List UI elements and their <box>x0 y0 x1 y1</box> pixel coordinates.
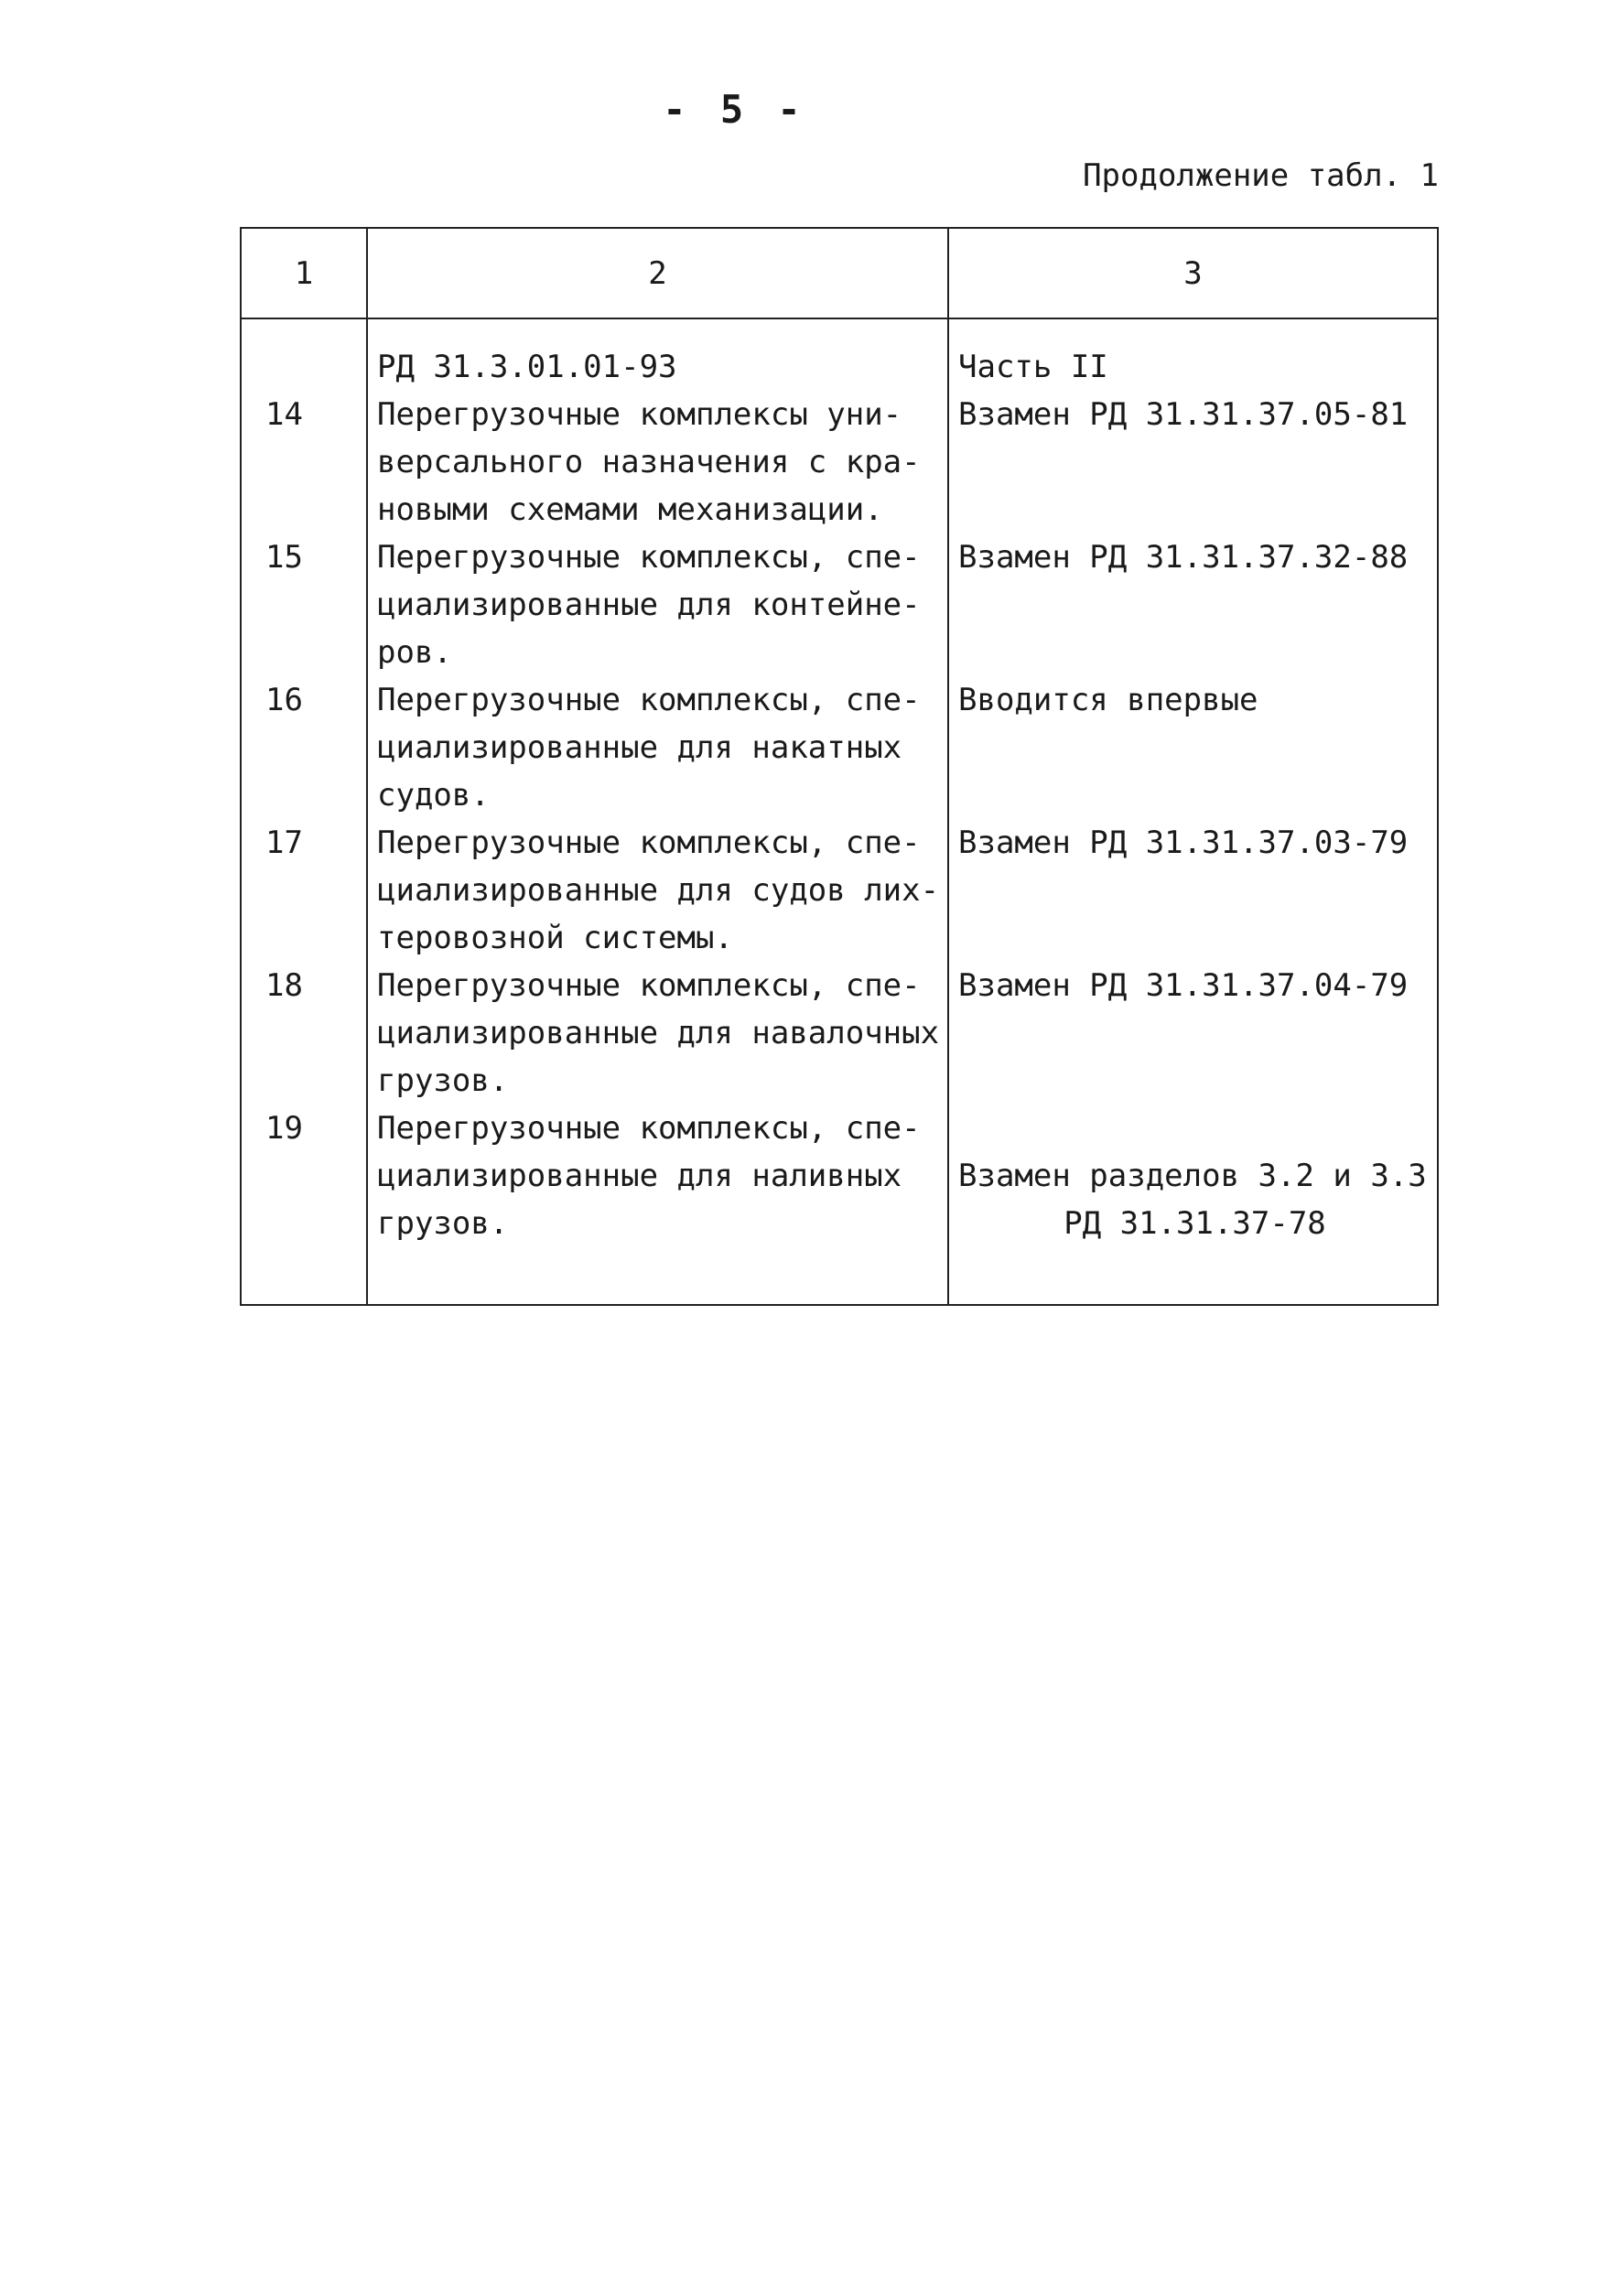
row-title: Перегрузочные комплексы, спе- циализированные для наливных грузов. <box>367 1105 948 1305</box>
row-note: Взамен РД 31.31.37.05-81 <box>948 391 1438 534</box>
row-number <box>241 318 367 391</box>
column-header-1: 1 <box>241 228 367 318</box>
column-header-2: 2 <box>367 228 948 318</box>
standards-table <box>240 227 1439 1306</box>
table-row <box>241 819 1438 962</box>
row-title: Перегрузочные комплексы, спе- циализированные для накатных судов. <box>367 676 948 819</box>
table-header-row <box>241 228 1438 318</box>
row-title: Перегрузочные комплексы, спе- циализированные для контейне- ров. <box>367 534 948 676</box>
section-document: РД 31.3.01.01-93 <box>367 318 948 391</box>
table-row <box>241 534 1438 676</box>
table-section-row <box>241 318 1438 391</box>
row-note: Взамен РД 31.31.37.03-79 <box>948 819 1438 962</box>
row-note: Вводится впервые <box>948 676 1438 819</box>
table-row <box>241 1105 1438 1305</box>
row-note: Взамен РД 31.31.37.04-79 <box>948 962 1438 1105</box>
column-header-3: 3 <box>948 228 1438 318</box>
row-note <box>948 1105 1438 1305</box>
table-row <box>241 676 1438 819</box>
table-continuation-label: Продолжение табл. 1 <box>1083 157 1439 194</box>
page-number: - 5 - <box>663 87 806 132</box>
row-note-line-1: Взамен разделов 3.2 и 3.3 <box>958 1158 1427 1194</box>
row-number: 15 <box>241 534 367 676</box>
row-number: 19 <box>241 1105 367 1305</box>
row-note-line-2: РД 31.31.37-78 <box>1064 1205 1326 1242</box>
row-title: Перегрузочные комплексы, спе- циализированные для судов лих- теровозной системы. <box>367 819 948 962</box>
section-part: Часть II <box>948 318 1438 391</box>
table-row <box>241 391 1438 534</box>
table-row <box>241 962 1438 1105</box>
row-note: Взамен РД 31.31.37.32-88 <box>948 534 1438 676</box>
row-number: 18 <box>241 962 367 1105</box>
row-title: Перегрузочные комплексы, спе- циализированные для навалочных грузов. <box>367 962 948 1105</box>
row-number: 14 <box>241 391 367 534</box>
row-title: Перегрузочные комплексы уни- версального назначения с кра- новыми схемами механизации. <box>367 391 948 534</box>
row-number: 16 <box>241 676 367 819</box>
row-number: 17 <box>241 819 367 962</box>
